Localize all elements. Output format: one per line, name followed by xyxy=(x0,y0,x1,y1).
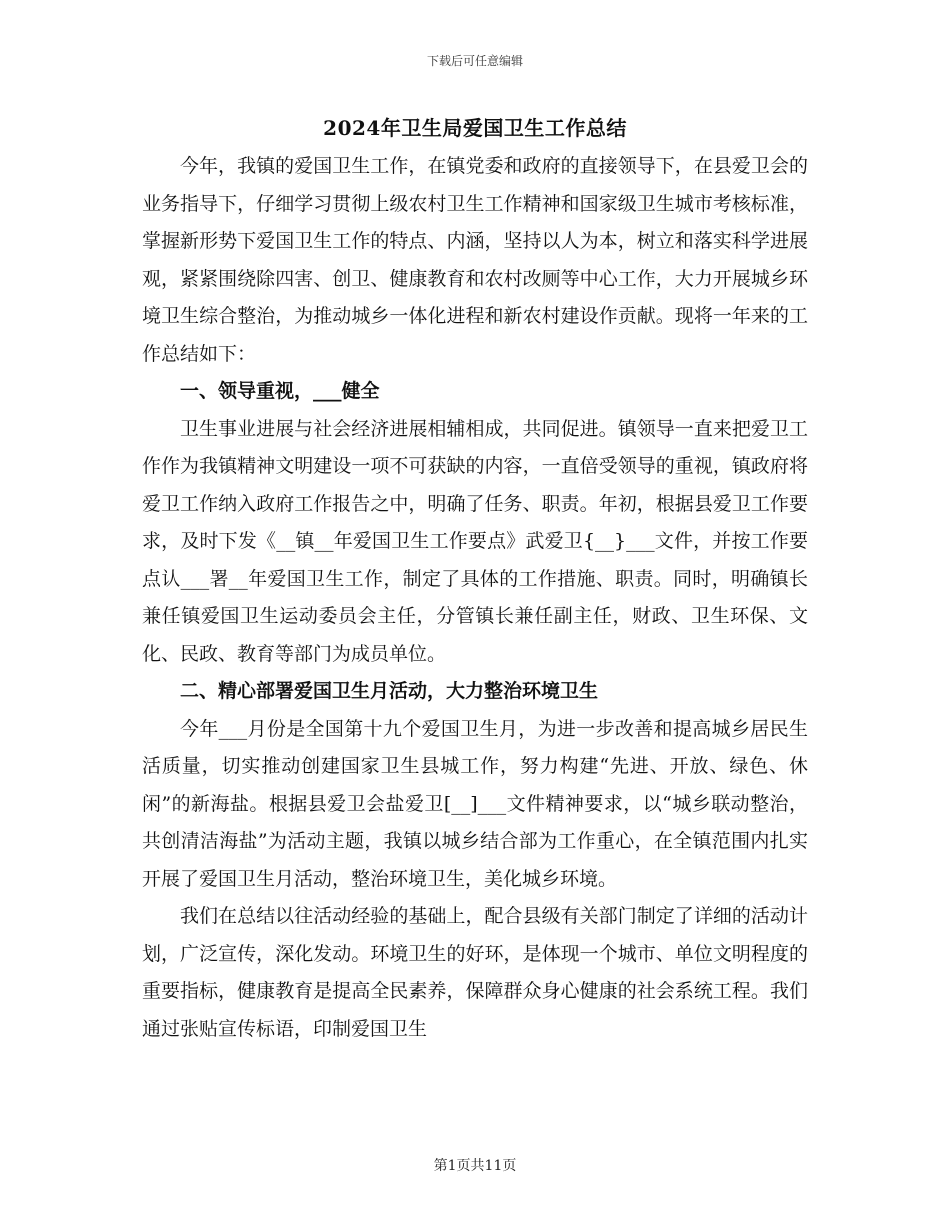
document-title: 2024年卫生局爱国卫生工作总结 xyxy=(323,116,627,140)
page-header-note: 下载后可任意编辑 xyxy=(426,54,523,68)
page-number-footer: 第1页共11页 xyxy=(433,1158,517,1174)
section-heading-2: 二、精心部署爱国卫生月活动，大力整治环境卫生 xyxy=(180,680,599,702)
paragraph-section-2b: 我们在总结以往活动经验的基础上，配合县级有关部门制定了详细的活动计划，广泛宣传，深化发动。环境卫生的好环，是体现一个城市、单位文明程度的重要指标，健康教育是提高全民素养，保障群众身心健康的社会系统工程。我们通过张贴宣传标语，印制爱国卫生 xyxy=(142,905,808,1040)
paragraph-section-1: 卫生事业进展与社会经济进展相辅相成，共同促进。镇领导一直来把爱卫工作作为我镇精神文明建设一项不可获缺的内容，一直倍受领导的重视，镇政府将爱卫工作纳入政府工作报告之中，明确了任务、职责。年初，根据县爱卫工作要求，及时下发《__镇__年爱国卫生工作要点》武爱卫{__}___文件，并按工作要点认___署__年爱国卫生工作，制定了具体的工作措施、职责。同时，明确镇长兼任镇爱国卫生运动委员会主任，分管镇长兼任副主任，财政、卫生环保、文化、民政、教育等部门为成员单位。 xyxy=(142,417,808,665)
paragraph-section-2a: 今年___月份是全国第十九个爱国卫生月，为进一步改善和提高城乡居民生活质量，切实推动创建国家卫生县城工作，努力构建“先进、开放、绿色、休闲”的新海盐。根据县爱卫会盐爱卫[__]___文件精神要求，以“城乡联动整治，共创清洁海盐”为活动主题，我镇以城乡结合部为工作重心，在全镇范围内扎实开展了爱国卫生月活动，整治环境卫生，美化城乡环境。 xyxy=(142,717,808,890)
document-body xyxy=(142,148,808,1048)
paragraph-intro: 今年，我镇的爱国卫生工作，在镇党委和政府的直接领导下，在县爱卫会的业务指导下，仔细学习贯彻上级农村卫生工作精神和国家级卫生城市考核标准，掌握新形势下爱国卫生工作的特点、内涵，坚持以人为本，树立和落实科学进展观，紧紧围绕除四害、创卫、健康教育和农村改厕等中心工作，大力开展城乡环境卫生综合整治，为推动城乡一体化进程和新农村建设作贡献。现将一年来的工作总结如下： xyxy=(142,155,808,365)
section-heading-1: 一、领导重视，___健全 xyxy=(180,380,380,402)
